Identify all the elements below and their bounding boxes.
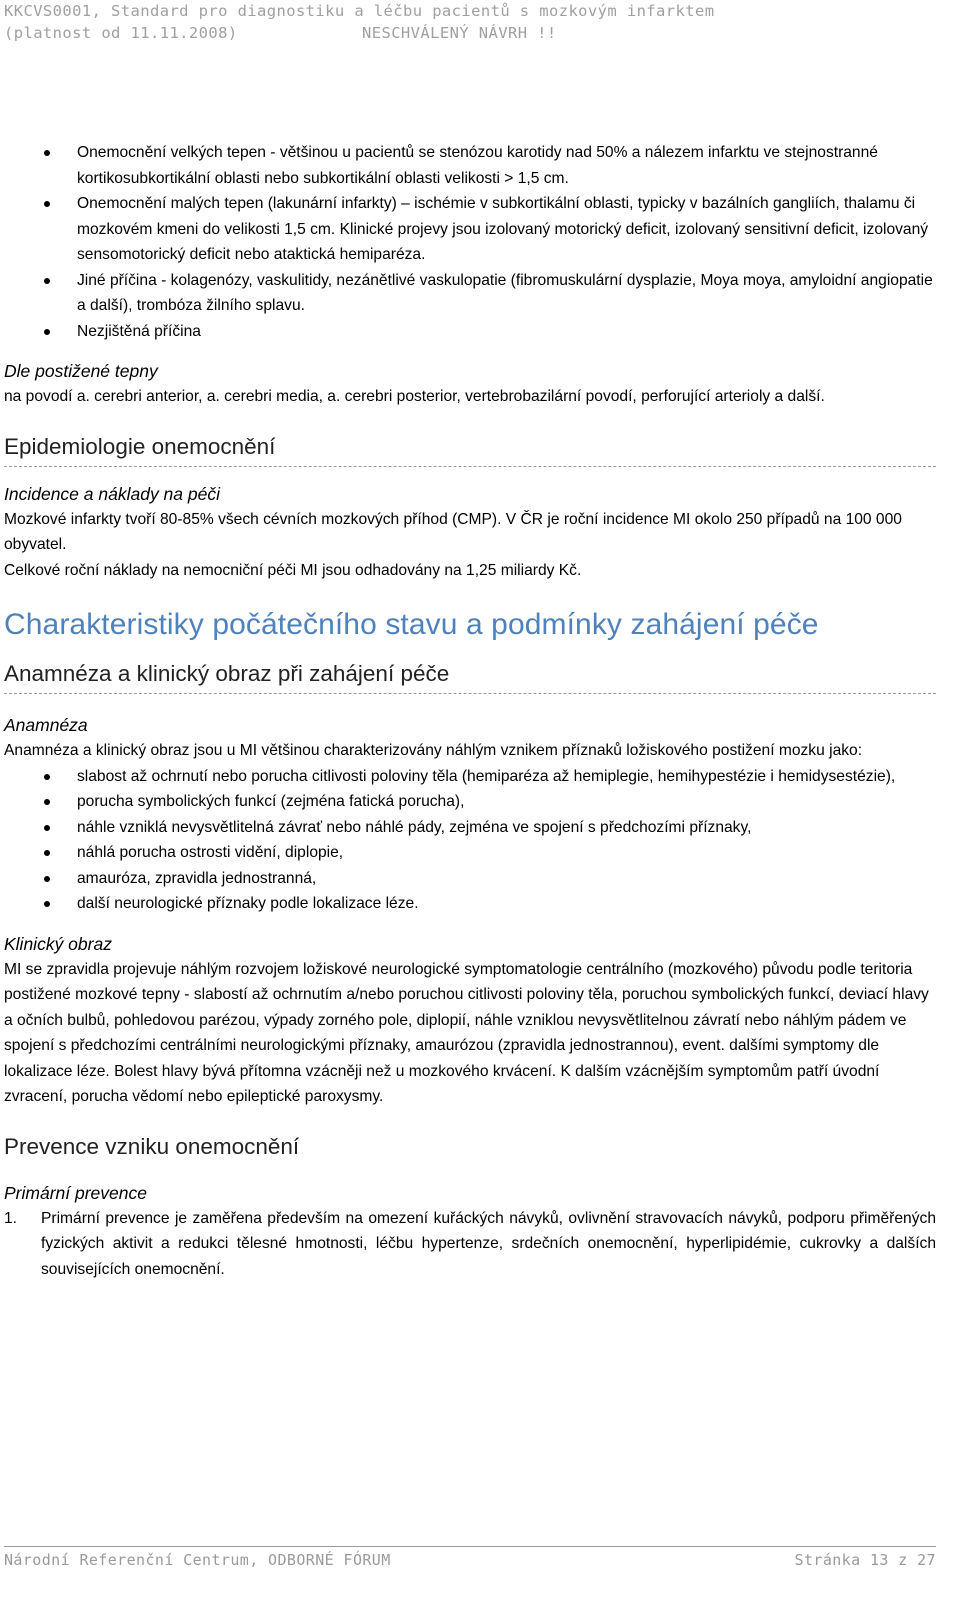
header-validity: (platnost od 11.11.2008) [4,24,238,42]
artery-heading: Dle postižené tepny [4,361,158,381]
prevention-heading: Prevence vzniku onemocnění [4,1133,300,1159]
footer-organization: Národní Referenční Centrum, ODBORNÉ FÓRUM [4,1551,391,1569]
page-footer [4,1546,936,1571]
clinical-heading: Klinický obraz [4,933,112,954]
incidence-heading: Incidence a náklady na péči [4,483,220,504]
clinical-text: MI se zpravidla projevuje náhlým rozvojem ložiskové neurologické symptomatologie centrálního (mozkového) původu podle teritoria postižené mozkové tepny - slabostí až ochrnutím a/nebo poruchou citlivosti poloviny těla, poruchou symbolických funkcí, deviací hlavy a očních bulbů, pohledovou parézou, výpady zorného pole, diplopií, náhle vzniklou nevysvětlitelnou závratí nebo náhlým pádem ve spojení s předchozími centrálními neurologickými příznaky, amaurózou (zpravidla jednostrannou), event. dalšími symptomy dle lokalizace léze. Bolest hlavy bývá přítomna vzácněji než u mozkového krvácení. K dalším vzácnějším symptomům patří úvodní zvracení, porucha vědomí nebo epileptické paroxysmy. [4,960,929,1105]
header-title: KKCVS0001, Standard pro diagnostiku a léčbu pacientů s mozkovým infarktem [4,2,715,20]
incidence-text: Mozkové infarkty tvoří 80-85% všech cévních mozkových příhod (CMP). V ČR je roční incidence MI okolo 250 případů na 100 000 obyvatel. [4,510,902,553]
page-header [4,0,714,44]
list-item: slabost až ochrnutí nebo porucha citlivosti poloviny těla (hemiparéza až hemiplegie, hemihypestézie i hemidysestézie), [4,764,936,790]
anamnesis-section-heading: Anamnéza a klinický obraz při zahájení péče [4,659,936,694]
etiology-list [4,140,936,344]
list-number: 1. [4,1209,18,1227]
list-item-text: Primární prevence je zaměřena především na omezení kuřáckých návyků, ovlivnění stravovacích návyků, podporu přiměřených fyzických aktivit a redukci tělesné hmotnosti, léčbu hypertenze, srdečních onemocnění, hyperlipidémie, cukrovky a dalších souvisejících onemocnění. [41,1209,936,1278]
list-item: náhle vzniklá nevysvětlitelná závrať nebo náhlé pády, zejména ve spojení s předchozími příznaky, [4,815,936,841]
anamnesis-list [4,764,936,917]
list-item: Onemocnění velkých tepen - většinou u pacientů se stenózou karotidy nad 50% a nálezem infarktu ve stejnostranné kortikosubkortikální oblasti nebo subkortikální oblasti velikosti > 1,5 cm. [4,140,936,191]
characteristics-title: Charakteristiky počátečního stavu a podmínky zahájení péče [4,608,819,641]
list-item: náhlá porucha ostrosti vidění, diplopie, [4,840,936,866]
page-number: Stránka 13 z 27 [794,1551,936,1569]
list-item: další neurologické příznaky podle lokalizace léze. [4,891,936,917]
list-item: amauróza, zpravidla jednostranná, [4,866,936,892]
list-item: porucha symbolických funkcí (zejména fatická porucha), [4,789,936,815]
prevention-list [4,1206,936,1283]
list-item: Jiné příčina - kolagenózy, vaskulitidy, nezánětlivé vaskulopatie (fibromuskulární dysplazie, Moya moya, amyloidní angiopatie a další), trombóza žilního splavu. [4,268,936,319]
list-item [4,1206,936,1283]
list-item: Onemocnění malých tepen (lakunární infarkty) – ischémie v subkortikální oblasti, typicky v bazálních gangliích, thalamu či mozkovém kmeni do velikosti 1,5 cm. Klinické projevy jsou izolovaný motorický deficit, izolovaný sensitivní deficit, izolovaný sensomotorický deficit nebo ataktická hemiparéza. [4,191,936,268]
anamnesis-intro: Anamnéza a klinický obraz jsou u MI většinou charakterizovány náhlým vznikem příznaků ložiskového postižení mozku jako: [4,742,863,759]
list-item: Nezjištěná příčina [4,319,936,345]
primary-prevention-heading: Primární prevence [4,1182,147,1203]
artery-text: na povodí a. cerebri anterior, a. cerebri media, a. cerebri posterior, vertebrobazilární povodí, perforující arterioly a další. [4,388,825,405]
header-draft-notice: NESCHVÁLENÝ NÁVRH !! [362,24,557,42]
costs-text: Celkové roční náklady na nemocniční péči MI jsou odhadovány na 1,25 miliardy Kč. [4,561,582,579]
page-content [4,140,936,1282]
epidemiology-heading: Epidemiologie onemocnění [4,432,936,467]
anamnesis-heading: Anamnéza [4,715,88,735]
